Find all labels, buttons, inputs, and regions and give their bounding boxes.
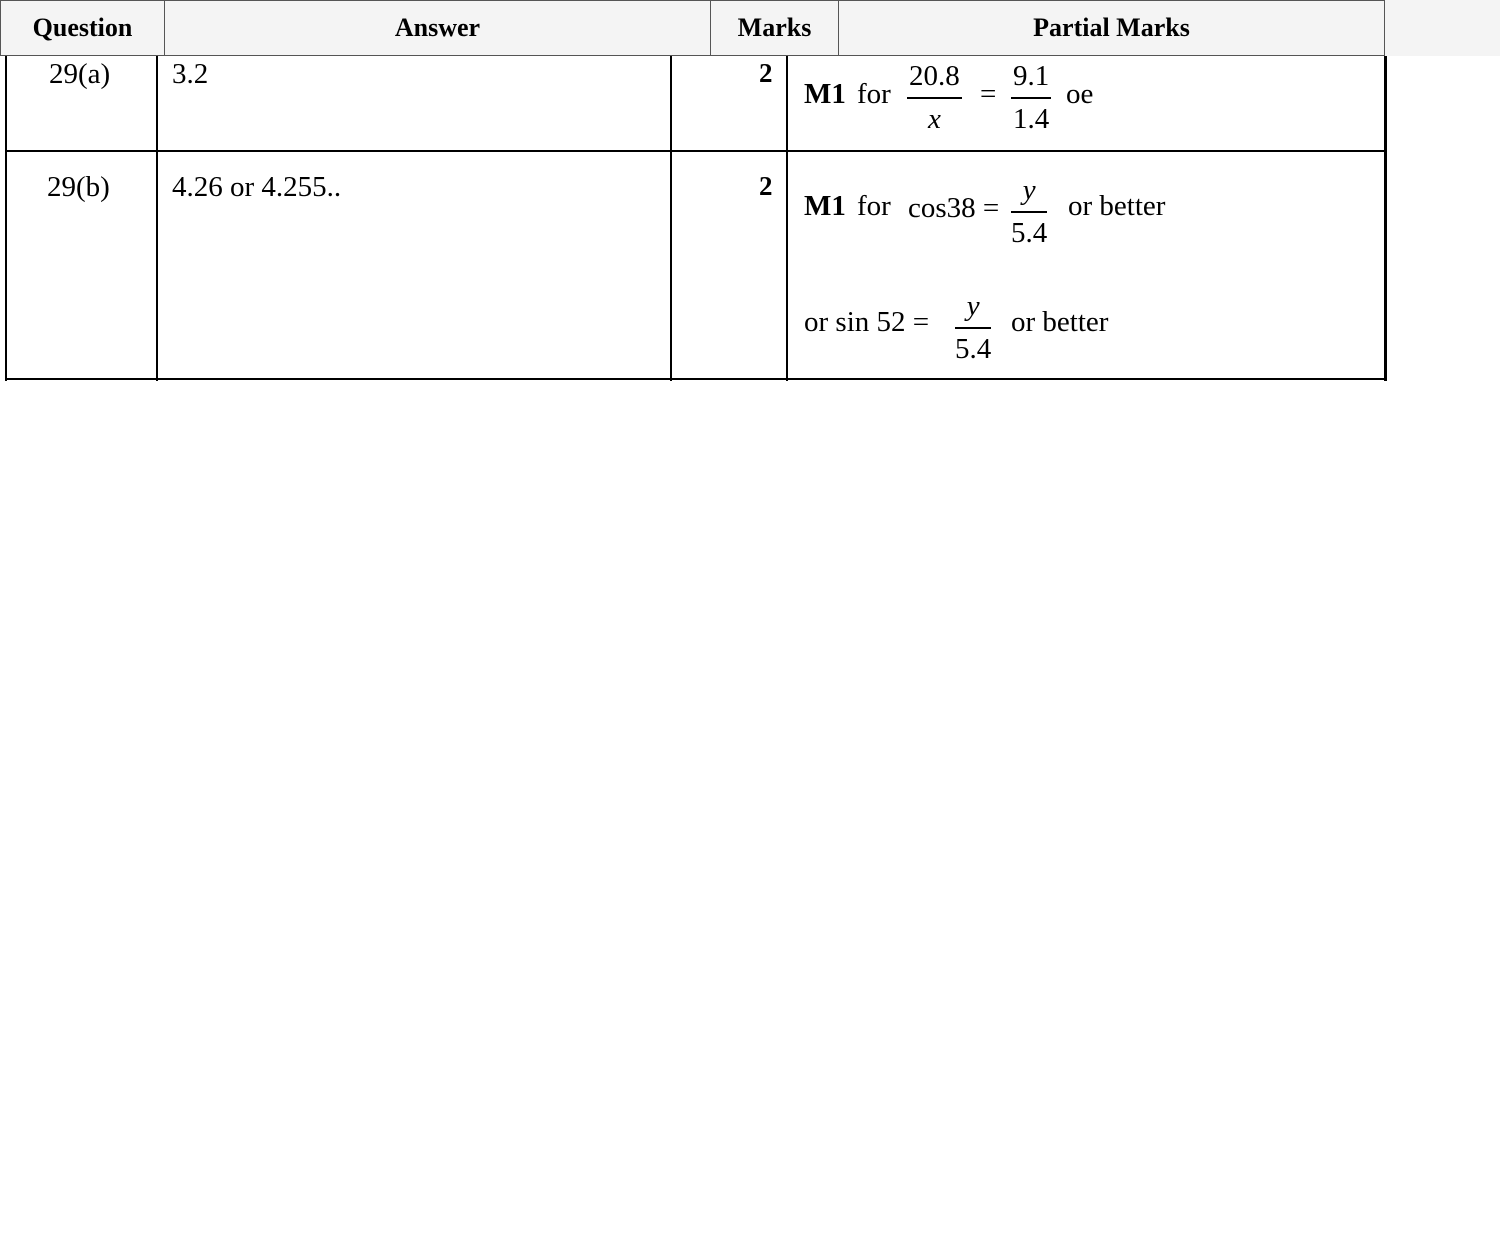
fraction-numerator: 20.8 — [909, 60, 960, 92]
answer-value: 3.2 — [172, 58, 209, 90]
fraction — [955, 292, 991, 364]
cos-expression: cos38 = — [908, 192, 1000, 224]
marks-value: 2 — [759, 58, 773, 88]
equals-sign: = — [980, 78, 997, 110]
fraction — [907, 62, 962, 134]
or-better-text: or better — [1011, 306, 1109, 338]
question-number: 29(b) — [47, 171, 110, 203]
table-border-left — [5, 56, 7, 381]
fraction — [1011, 176, 1047, 248]
table-border-bottom — [5, 378, 1386, 380]
oe-text: oe — [1066, 78, 1094, 110]
answer-value: 4.26 or 4.255.. — [172, 171, 342, 203]
for-text: for — [857, 190, 891, 222]
fraction-denominator: 5.4 — [1011, 217, 1048, 249]
row-divider — [5, 150, 1386, 152]
fraction-denominator: x — [927, 103, 941, 135]
fraction-denominator: 1.4 — [1013, 103, 1050, 135]
fraction-denominator: 5.4 — [955, 333, 992, 365]
fraction — [1011, 62, 1051, 134]
sin-expression: or sin 52 = — [804, 306, 930, 338]
fraction-numerator: y — [966, 290, 980, 322]
header-marks: Marks — [710, 0, 839, 56]
fraction-numerator: 9.1 — [1013, 60, 1050, 92]
header-answer: Answer — [164, 0, 711, 56]
table-border-right — [1384, 56, 1387, 381]
question-number: 29(a) — [49, 58, 111, 90]
method-mark: M1 — [804, 78, 846, 110]
header-question: Question — [0, 0, 165, 56]
column-divider — [786, 56, 788, 381]
for-text: for — [857, 78, 891, 110]
fraction-numerator: y — [1022, 174, 1036, 206]
header-partial-marks: Partial Marks — [838, 0, 1385, 56]
method-mark: M1 — [804, 190, 846, 222]
column-divider — [670, 56, 672, 381]
column-divider — [156, 56, 158, 381]
or-better-text: or better — [1068, 190, 1166, 222]
marks-value: 2 — [759, 171, 773, 201]
